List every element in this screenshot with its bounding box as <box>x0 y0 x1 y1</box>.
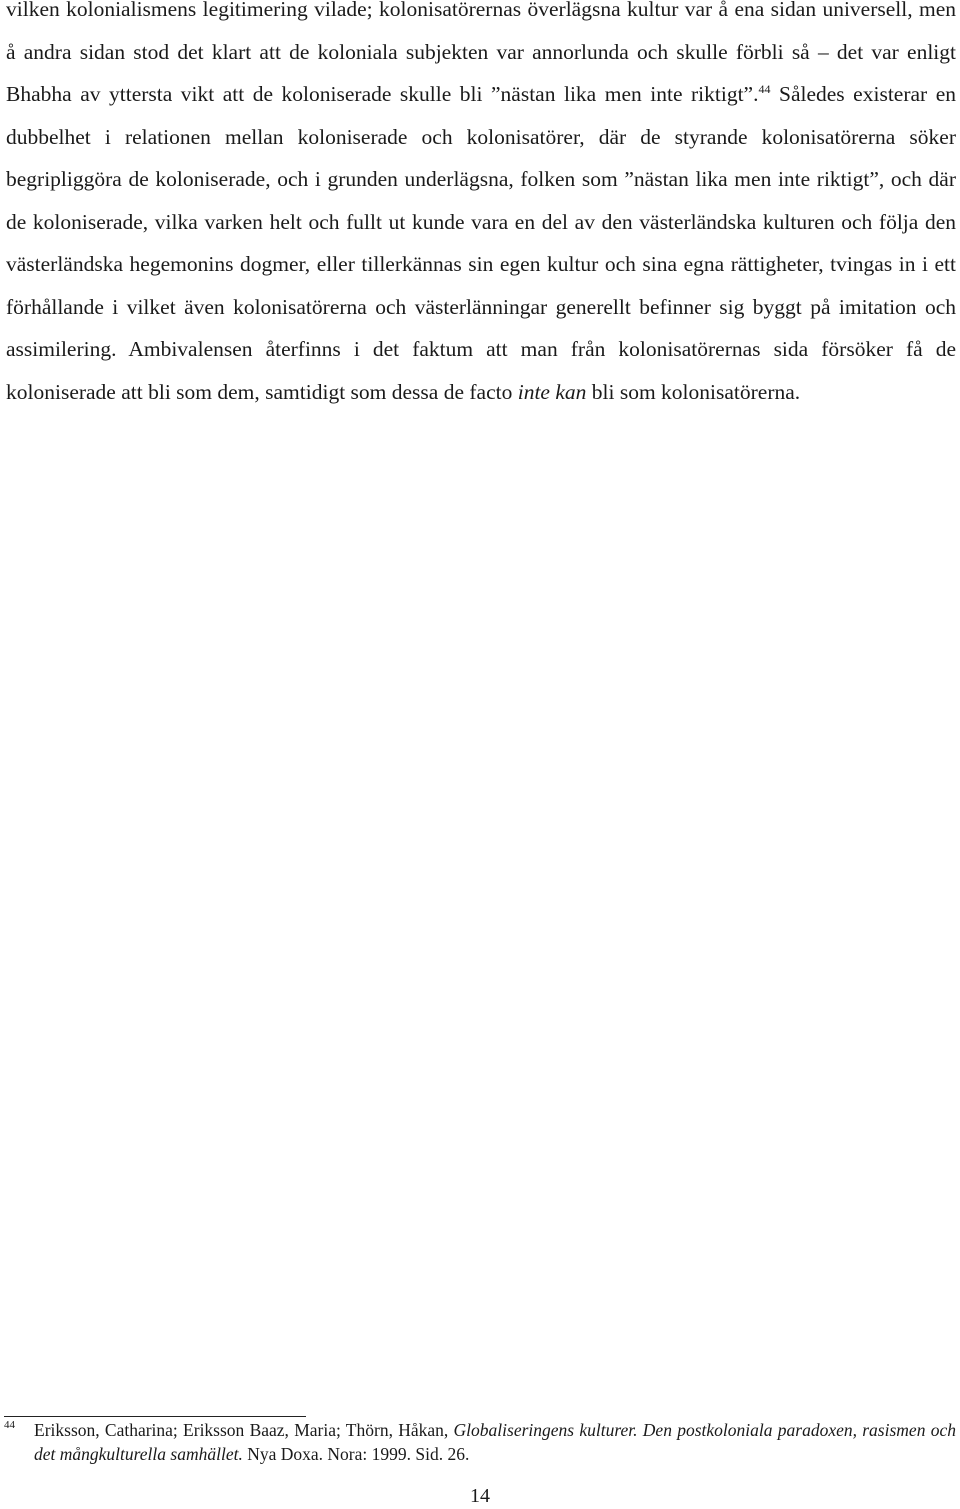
paragraph-text-part2: Således existerar en dubbelhet i relationen mellan koloniserade och kolonisatörer, där de styrande kolonisatörerna söker begripliggöra de koloniserade, och i grunden underlägsna, folken som ”nästan lika men inte riktigt”, och där de koloniserade, vilka varken helt och fullt ut kunde vara en del av den västerländska kulturen och följa den västerländska hegemonins dogmer, eller tillerkännas sin egen kultur och sina egna rättigheter, tvingas in i ett förhållande i vilket även kolonisatörerna och västerlänningar generellt befinner sig byggt på imitation och assimilering. Ambivalensen återfinns i det faktum att man från kolonisatörernas sida försöker få de koloniserade att bli som dem, samtidigt som dessa de facto <box>6 82 956 404</box>
paragraph-text-part1: vilken kolonialismens legitimering vilade; kolonisatörernas överlägsna kultur var å ena sidan universell, men å andra sidan stod det klart att de koloniala subjekten var annorlunda och skulle förbli så – det var enligt Bhabha av yttersta vikt att de koloniserade skulle bli ”nästan lika men inte riktigt”. <box>6 0 956 106</box>
footnote-reference[interactable]: 44 <box>758 81 771 96</box>
paragraph <box>6 0 956 413</box>
footnote-separator <box>4 1416 306 1417</box>
footnote-publisher: Nya Doxa. Nora: 1999. Sid. 26. <box>242 1444 470 1464</box>
paragraph-italic-text: inte kan <box>517 379 587 404</box>
page-number: 14 <box>470 1485 490 1507</box>
body-text <box>6 0 956 413</box>
footnote <box>4 1418 956 1466</box>
footnote-authors: Eriksson, Catharina; Eriksson Baaz, Maria; Thörn, Håkan, <box>34 1420 454 1440</box>
footnote-text <box>34 1418 956 1466</box>
footnote-number: 44 <box>4 1419 15 1431</box>
paragraph-text-part3: bli som kolonisatörerna. <box>586 379 801 404</box>
footnote-title: Globaliseringens kulturer. Den postkoloniala paradoxen, rasismen och det mångkulturella samhället. <box>34 1420 956 1464</box>
